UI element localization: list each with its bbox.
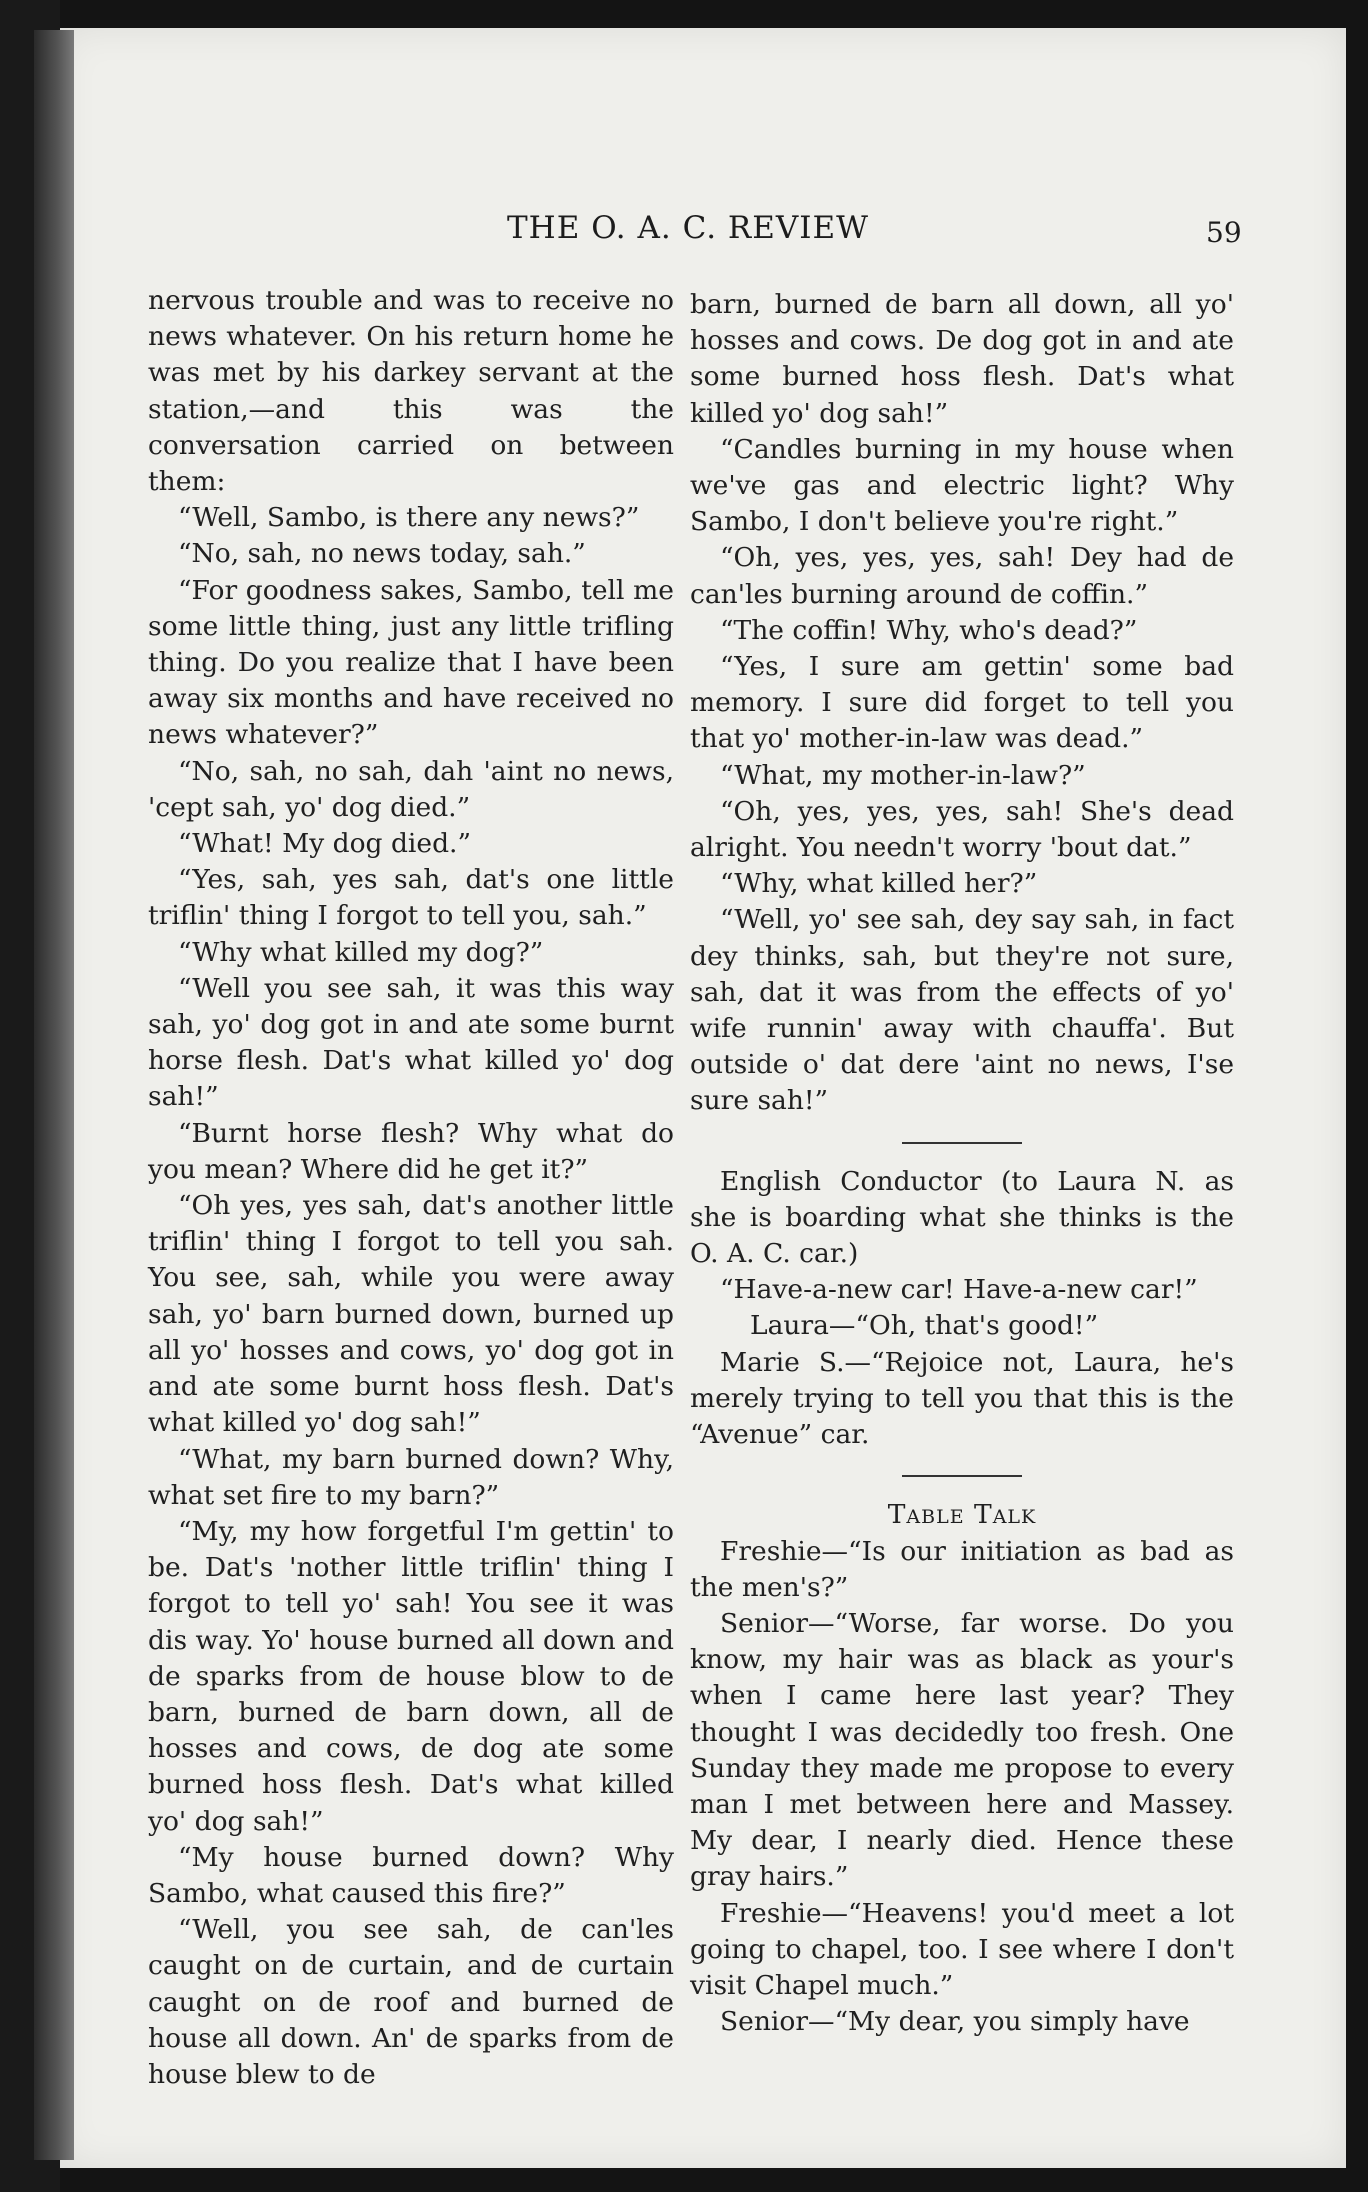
paragraph: “Burnt horse flesh? Why what do you mean? Where did he get it?” bbox=[148, 1117, 674, 1185]
paragraph: “Why, what killed her?” bbox=[720, 868, 1038, 900]
paragraph: “Well, you see sah, de can'les caught on de curtain, and de curtain caught on de roof and burned de house all down. An' de sparks from de house blew to de bbox=[148, 1914, 674, 2090]
paragraph: “No, sah, no news today, sah.” bbox=[178, 538, 586, 570]
paragraph: “Yes, I sure am gettin' some bad memory. I sure did forget to tell you that yo' mother-in-law was dead.” bbox=[690, 651, 1234, 755]
paragraph: “My house burned down? Why Sambo, what caused this fire?” bbox=[148, 1841, 674, 1909]
right-column bbox=[690, 287, 1234, 2040]
paragraph: “What, my barn burned down? Why, what set fire to my barn?” bbox=[148, 1443, 674, 1511]
paragraph: “No, sah, no sah, dah 'aint no news, 'cept sah, yo' dog died.” bbox=[148, 755, 674, 823]
paragraph: “Why what killed my dog?” bbox=[178, 936, 544, 968]
paragraph: “Well, yo' see sah, dey say sah, in fact dey thinks, sah, but they're not sure, sah, dat it was from the effects of yo' wife runnin' away with chauffa'. But outside o' dat dere 'aint no news, I'se sure sah!” bbox=[690, 904, 1234, 1117]
paragraph: Senior—“Worse, far worse. Do you know, my hair was as black as your's when I came here last year? They thought I was decidedly too fresh. One Sunday they made me propose to every man I met between here and Massey. My dear, I nearly died. Hence these gray hairs.” bbox=[690, 1607, 1234, 1893]
paragraph: “Well you see sah, it was this way sah, yo' dog got in and ate some burnt horse flesh. Dat's what killed yo' dog sah!” bbox=[148, 972, 674, 1113]
section-divider bbox=[902, 1475, 1022, 1477]
book-binding-edge bbox=[34, 30, 74, 2160]
paragraph: Laura—“Oh, that's good!” bbox=[750, 1310, 1099, 1342]
paragraph: “Have-a-new car! Have-a-new car!” bbox=[720, 1274, 1198, 1306]
journal-title: THE O. A. C. REVIEW bbox=[507, 210, 870, 246]
paragraph: barn, burned de barn all down, all yo' hosses and cows. De dog got in and ate some burned hoss flesh. Dat's what killed yo' dog sah!” bbox=[690, 289, 1234, 429]
paragraph: “For goodness sakes, Sambo, tell me some little thing, just any little trifling thing. Do you realize that I have been away six months and have received no news whatever?” bbox=[148, 574, 674, 751]
section-divider bbox=[902, 1142, 1022, 1144]
paragraph: nervous trouble and was to receive no news whatever. On his return home he was met by his darkey servant at the station,—and this was the conversation carried on between them: bbox=[148, 285, 674, 498]
paragraph: English Conductor (to Laura N. as she is boarding what she thinks is the O. A. C. car.) bbox=[690, 1165, 1234, 1270]
paragraph: “What, my mother-in-law?” bbox=[720, 759, 1086, 791]
paragraph: “Yes, sah, yes sah, dat's one little triflin' thing I forgot to tell you, sah.” bbox=[148, 864, 674, 932]
paragraph: “Oh yes, yes sah, dat's another little triflin' thing I forgot to tell you sah. You see, sah, while you were away sah, yo' barn burned down, burned up all yo' hosses and cows, yo' dog got in and ate some burnt hoss flesh. Dat's what killed yo' dog sah!” bbox=[148, 1190, 674, 1439]
paragraph: “Oh, yes, yes, yes, sah! She's dead alright. You needn't worry 'bout dat.” bbox=[690, 795, 1234, 864]
paragraph: “Oh, yes, yes, yes, sah! Dey had de can'les burning around de coffin.” bbox=[690, 542, 1234, 610]
paragraph: Freshie—“Heavens! you'd meet a lot going to chapel, too. I see where I don't visit Chapel much.” bbox=[690, 1897, 1234, 2001]
paragraph: “The coffin! Why, who's dead?” bbox=[720, 614, 1138, 646]
paragraph: “My, my how forgetful I'm gettin' to be. Dat's 'nother little triflin' thing I forgot to tell yo' sah! You see it was dis way. Yo' house burned all down and de sparks from de house blow to de barn, burned de barn down, all de hosses and cows, de dog ate some burned hoss flesh. Dat's what killed yo' dog sah!” bbox=[148, 1515, 674, 1837]
paragraph: “What! My dog died.” bbox=[178, 828, 472, 860]
left-column bbox=[148, 283, 674, 2093]
page-number: 59 bbox=[1206, 216, 1242, 249]
paragraph: Senior—“My dear, you simply have bbox=[720, 2006, 1190, 2038]
paragraph: Freshie—“Is our initiation as bad as the men's?” bbox=[690, 1535, 1234, 1603]
section-heading: Table Talk bbox=[887, 1499, 1037, 1531]
paragraph: “Candles burning in my house when we've gas and electric light? Why Sambo, I don't believe you're right.” bbox=[690, 433, 1234, 538]
paragraph: “Well, Sambo, is there any news?” bbox=[178, 502, 640, 534]
paragraph: Marie S.—“Rejoice not, Laura, he's merely trying to tell you that this is the “Avenue” car. bbox=[690, 1346, 1234, 1451]
